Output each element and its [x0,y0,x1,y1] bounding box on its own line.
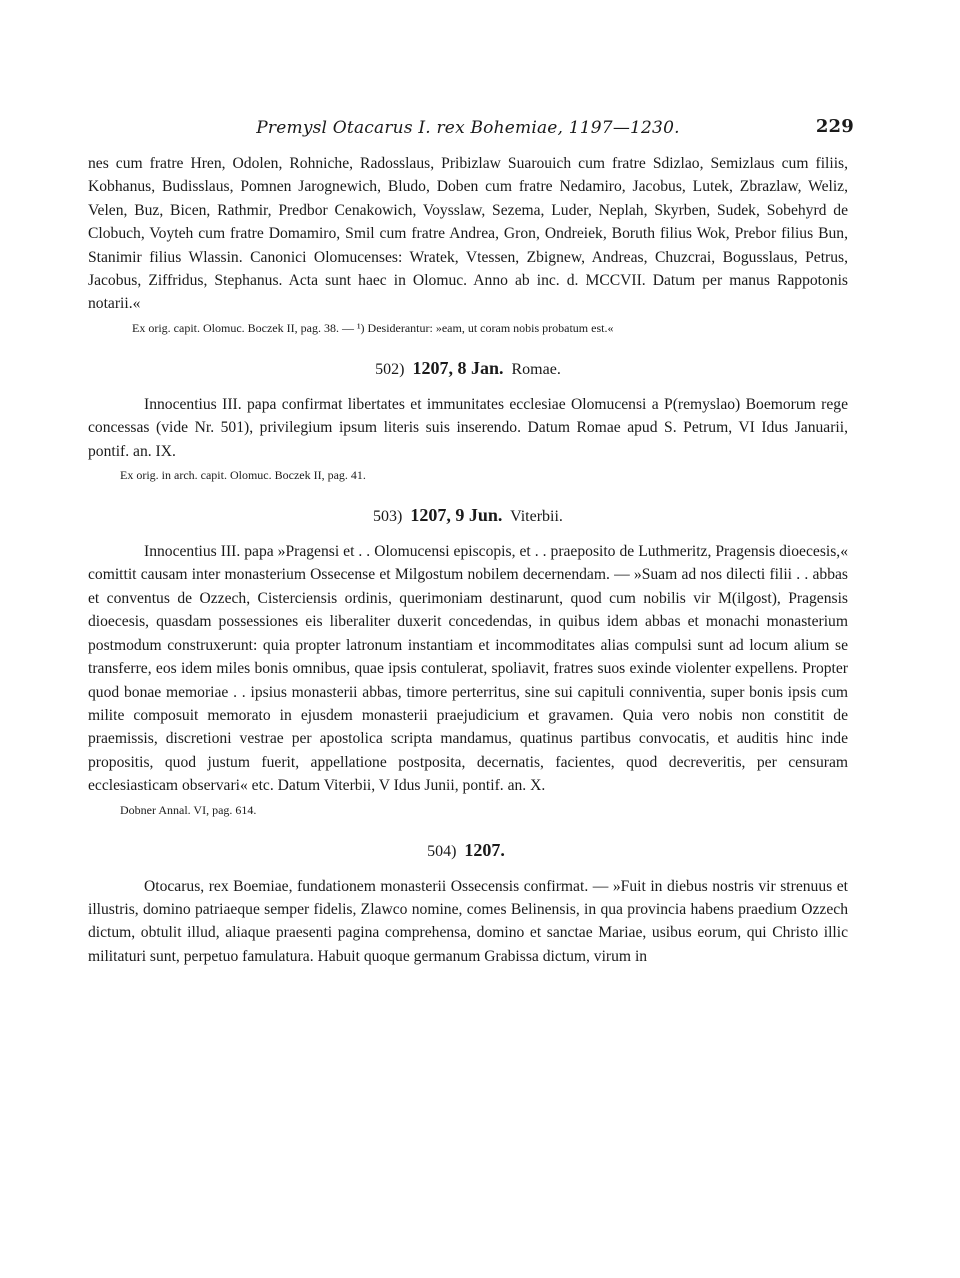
document-paragraph-502: Innocentius III. papa confirmat libertates et immunitates ecclesiae Olomucensi a P(remyslao) Boemorum rege concessas (vide Nr. 501), privilegium ipsum literis suis inserendo. Datum Romae apud S. Petrum, VI Idus Januarii, pontif. an. IX. [88,395,848,460]
document-paragraph-504: Otocarus, rex Boemiae, fundationem monasterii Ossecensis confirmat. — »Fuit in diebus nostris vir strenuus et illustris, domino patriaeque semper fidelis, Zlawco nomine, comes Belinensis, in qua provincia habens praedium Ozzech dictum, obtulit illud, aliaque praesenti pagina comprehensa, domino et sanctae Mariae, usibus eorum, qui Christo illic militaturi sunt, perpetuo famulatura. Habuit quoque germanum Grabissa dictum, virum in [88,877,848,965]
document-place: Viterbii. [510,508,563,526]
document-paragraph-503: Innocentius III. papa »Pragensi et . . Olomucensi episcopis, et . . praeposito de Luthmeritz, Pragensis dioecesis,« comittit causam inter monasterium Ossecense et Milgostum nobilem decernendam. — »Suam ad nos dilecti filii . . abbas et conventus de Ozzech, Cisterciensis ordinis, querimoniam destinarunt, quod cum nobilis vir M(ilgost), Pragensis dioecesis, quasdam possessiones eis liberaliter duxerit concedendas, in quibus idem abbas et monachi monasterium postmodum construxerunt: quia propter latronum instantiam et incommoditates alias compulsi sunt ad locum alium se transferre, eos idem miles bonis omnibus, quae ipsis contulerat, spoliavit, fratres suos exinde violenter expellens. Propter quod bonae memoriae . . ipsius monasterii abbas, timore perterritus, sine sui capituli conniventia, super bonis ipsis cum milite composuit memorato in ejusdem monasterii praejudicium et gravamen. Quia vero nobis non constitit de praemissis, discretioni vestrae per apostolica scripta mandamus, quatinus partibus convocatis, et auditis hinc inde propositis, quod justum fuerit, appellatione postposita, decernatis, facientes, quod decreveritis, per censuram ecclesiasticam observari« etc. Datum Viterbii, V Idus Junii, pontif. an. X. [88,543,848,795]
document-number: 503) [373,508,403,526]
document-date: 1207, 8 Jan. [412,357,504,378]
document-place: Romae. [511,360,561,378]
document-date: 1207. [464,839,505,860]
continuation-paragraph: nes cum fratre Hren, Odolen, Rohniche, Radosslaus, Pribizlaw Suarouich cum fratre Sdizlao, Semizlaus cum filiis, Kobhanus, Budisslaus, Pomnen Jarognewich, Bludo, Doben cum fratre Nedamiro, Jacobus, Lutek, Zbrazlaw, Weliz, Velen, Buz, Bicen, Rathmir, Predbor Cenakowich, Voysslaw, Sezema, Luder, Neplah, Skyrben, Sudek, Sobehyrd de Clobuch, Voyteh cum fratre Domamiro, Smil cum fratre Andrea, Gron, Ondreiek, Boruth filius Wok, Prebor filius Bun, Stanimir filius Wlassin. Canonici Olomucenses: Wratek, Vtessen, Zbignew, Andreas, Chuzcrai, Bogusslaus, Petrus, Jacobus, Ziffridus, Stephanus. Acta sunt haec in Olomuc. Anno ab inc. d. MCCVII. Datum per manus Rappotonis notarii.« [88,155,848,313]
document-heading-502 [88,358,848,379]
source-note-502: Ex orig. in arch. capit. Olomuc. Boczek II, pag. 41. [120,468,366,483]
document-number: 502) [375,360,405,378]
running-header [88,116,854,152]
page-number: 229 [815,116,854,137]
document-heading-503 [88,505,848,526]
source-note-503: Dobner Annal. VI, pag. 614. [120,802,257,817]
document-date: 1207, 9 Jun. [410,505,503,526]
document-page [88,116,854,968]
document-heading-504 [88,840,848,861]
running-title: Premysl Otacarus I. rex Bohemiae, 1197—1230. [256,118,680,138]
document-number: 504) [427,842,457,860]
source-note: Ex orig. capit. Olomuc. Boczek II, pag. 38. — ¹) Desiderantur: »eam, ut coram nobis probatum est.« [132,320,614,335]
